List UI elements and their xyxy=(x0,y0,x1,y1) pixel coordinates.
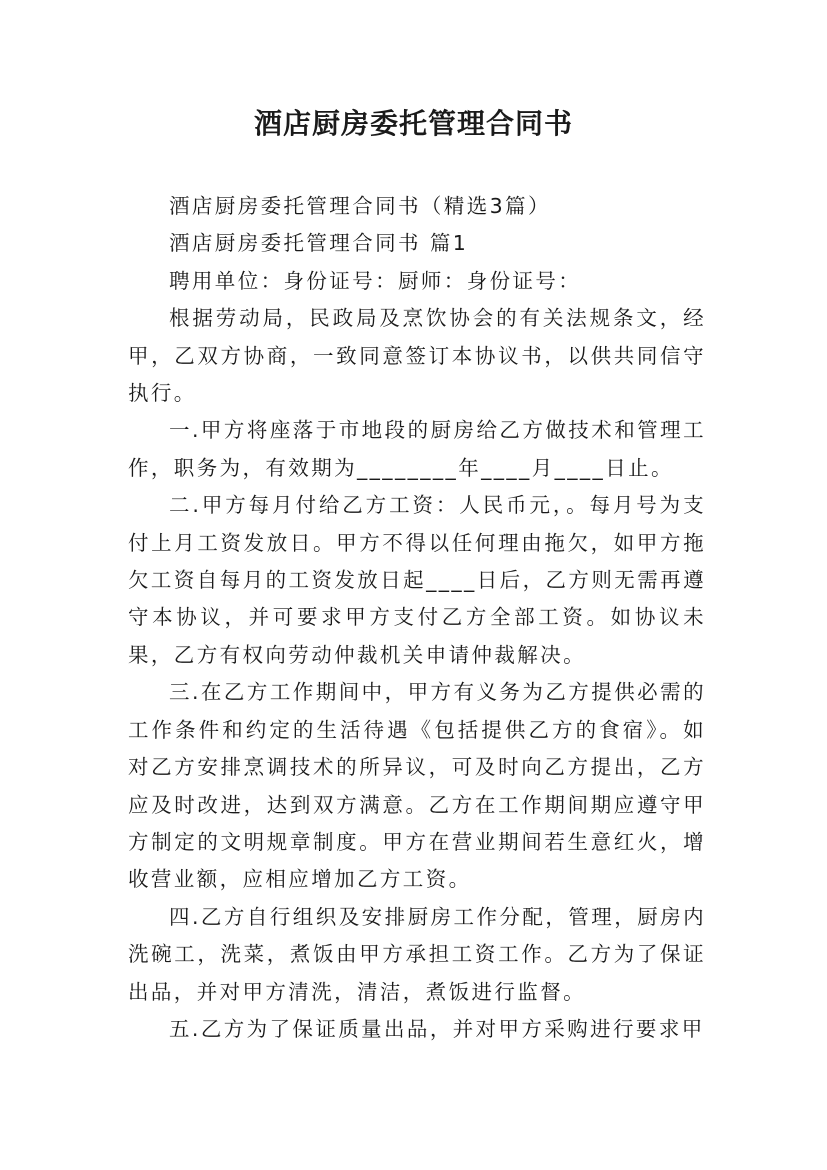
document-body xyxy=(128,188,706,1048)
paragraph-subtitle: 酒店厨房委托管理合同书（精选3篇） xyxy=(169,194,551,218)
paragraph-clause-1: 一.甲方将座落于市地段的厨房给乙方做技术和管理工作，职务为，有效期为________年____月____日止。 xyxy=(128,418,706,480)
paragraph-clause-4: 四.乙方自行组织及安排厨房工作分配，管理，厨房内洗碗工，洗菜，煮饭由甲方承担工资工作。乙方为了保证出品，并对甲方清洗，清洁，煮饭进行监督。 xyxy=(128,904,706,1004)
paragraph-chapter-heading: 酒店厨房委托管理合同书 篇1 xyxy=(169,231,469,256)
document-title: 酒店厨房委托管理合同书 xyxy=(253,107,573,140)
paragraph-clause-3: 三.在乙方工作期间中，甲方有义务为乙方提供必需的工作条件和约定的生活待遇《包括提供乙方的食宿》。如对乙方安排烹调技术的所异议，可及时向乙方提出，乙方应及时改进，达到双方满意。乙方在工作期间期应遵守甲方制定的文明规章制度。甲方在营业期间若生意红火，增收营业额，应相应增加乙方工资。 xyxy=(128,680,706,892)
paragraph-clause-2: 二.甲方每月付给乙方工资：人民币元，。每月号为支付上月工资发放日。甲方不得以任何理由拖欠，如甲方拖欠工资自每月的工资发放日起____日后，乙方则无需再遵守本协议，并可要求甲方支付乙方全部工资。如协议未果，乙方有权向劳动仲裁机关申请仲裁解决。 xyxy=(128,493,706,667)
paragraph-clause-5: 五.乙方为了保证质量出品，并对甲方采购进行要求甲 xyxy=(169,1016,705,1041)
paragraph-parties: 聘用单位：身份证号：厨师：身份证号： xyxy=(169,268,582,293)
paragraph-preamble: 根据劳动局，民政局及烹饮协会的有关法规条文，经甲，乙双方协商，一致同意签订本协议书，以供共同信守执行。 xyxy=(128,306,706,406)
